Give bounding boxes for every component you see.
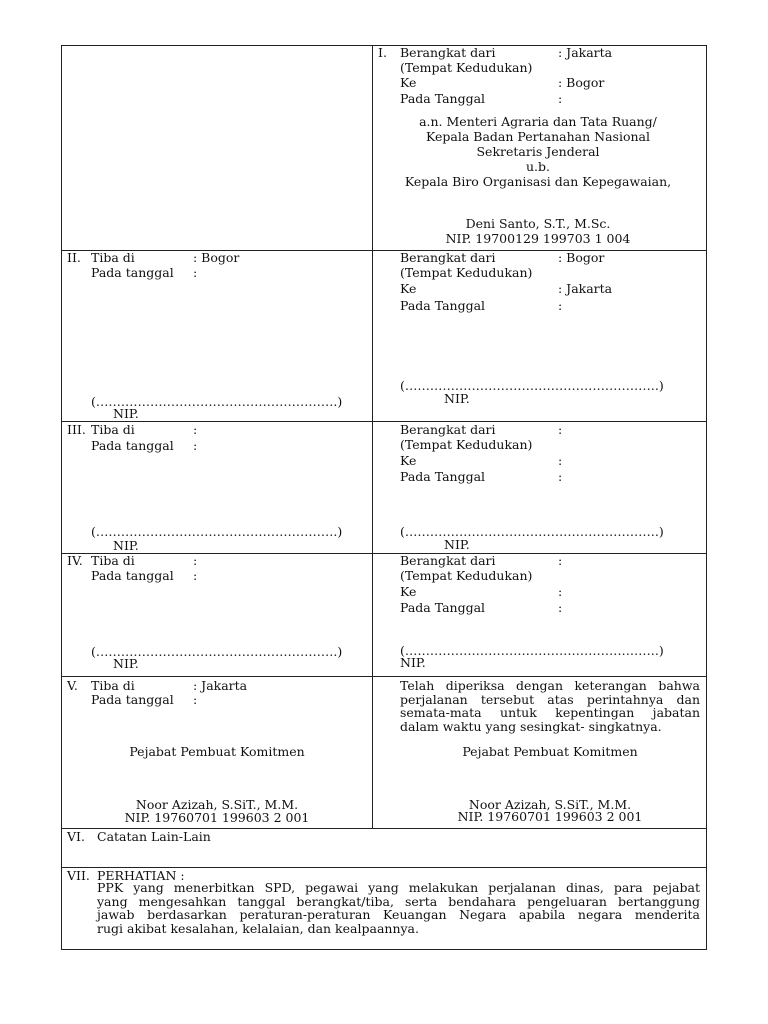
nip-label: NIP. bbox=[444, 537, 470, 552]
tanggal-value: : bbox=[193, 438, 198, 453]
column-divider bbox=[372, 45, 373, 828]
signature-line: (………………………………………………….) bbox=[91, 644, 343, 659]
tempat-label: (Tempat Kedudukan) bbox=[400, 568, 533, 583]
verification-text bbox=[400, 679, 700, 733]
ke-label: Ke bbox=[400, 281, 417, 296]
ppk-name-left: Noor Azizah, S.SiT., M.M. bbox=[135, 797, 299, 812]
attention-line-2: yang mengesahkan tanggal berangkat/tiba, serta bendahara pengeluaran bertanggung bbox=[97, 893, 700, 909]
tanggal-label: Pada Tanggal bbox=[400, 600, 486, 615]
verification-line-1: Telah diperiksa dengan keterangan bahwa bbox=[400, 678, 700, 693]
berangkat-value: : bbox=[558, 422, 563, 437]
row-divider-2 bbox=[61, 421, 707, 422]
tanggal-value: : bbox=[558, 298, 563, 313]
ppk-name-right: Noor Azizah, S.SiT., M.M. bbox=[468, 797, 632, 812]
nip-label: NIP. bbox=[113, 538, 139, 553]
ppk-nip-right: NIP. 19760701 199603 2 001 bbox=[457, 809, 643, 824]
tempat-label: (Tempat Kedudukan) bbox=[400, 437, 533, 452]
row-divider-1 bbox=[61, 250, 707, 251]
verification-line-2: perjalanan tersebut atas perintahnya dan bbox=[400, 691, 700, 707]
ke-value: : Jakarta bbox=[558, 281, 613, 296]
berangkat-label: Berangkat dari bbox=[400, 45, 496, 60]
signer-block bbox=[378, 216, 698, 246]
ppk-title-left: Pejabat Pembuat Komitmen bbox=[129, 744, 305, 759]
signature-line: (…………………………………………………….) bbox=[400, 378, 664, 393]
tanggal-label: Pada tanggal bbox=[91, 568, 174, 583]
signature-line: (…………………………………………………….) bbox=[400, 524, 664, 539]
ke-value: : Bogor bbox=[558, 75, 605, 90]
berangkat-value: : Jakarta bbox=[558, 45, 613, 60]
tanggal-value: : bbox=[558, 469, 563, 484]
ke-value: : bbox=[558, 453, 563, 468]
section-number: VI. bbox=[67, 829, 85, 844]
ppk-nip-left: NIP. 19760701 199603 2 001 bbox=[124, 810, 310, 825]
tanggal-label: Pada Tanggal bbox=[400, 298, 486, 313]
tanggal-value: : bbox=[558, 600, 563, 615]
tanggal-value: : bbox=[193, 568, 198, 583]
nip-label: NIP. bbox=[400, 655, 426, 670]
signature-line: (………………………………………………….) bbox=[91, 524, 343, 539]
row-divider-3 bbox=[61, 553, 707, 554]
tiba-value: : Jakarta bbox=[193, 678, 248, 693]
tanggal-label: Pada Tanggal bbox=[400, 469, 486, 484]
berangkat-label: Berangkat dari bbox=[400, 553, 496, 568]
tiba-value: : bbox=[193, 553, 198, 568]
attention-label: PERHATIAN : bbox=[97, 868, 185, 883]
nip-label: NIP. bbox=[113, 656, 139, 671]
tiba-label: Tiba di bbox=[91, 553, 135, 568]
berangkat-label: Berangkat dari bbox=[400, 250, 496, 265]
authority-line-1: a.n. Menteri Agraria dan Tata Ruang/ bbox=[419, 114, 657, 129]
tiba-value: : Bogor bbox=[193, 250, 240, 265]
nip-label: NIP. bbox=[113, 406, 139, 421]
attention-line-3: jawab berdasarkan peraturan-peraturan Keuangan Negara apabila negara menderita bbox=[97, 907, 700, 922]
verification-line-4: dalam waktu yang sesingkat- singkatnya. bbox=[400, 718, 662, 734]
tiba-label: Tiba di bbox=[91, 678, 135, 693]
tanggal-label: Pada tanggal bbox=[91, 692, 174, 707]
signature-line: (…………………………………………………….) bbox=[400, 643, 664, 658]
signer-nip: NIP. 19700129 199703 1 004 bbox=[445, 231, 631, 246]
tanggal-label: Pada tanggal bbox=[91, 265, 174, 280]
signer-name: Deni Santo, S.T., M.Sc. bbox=[465, 216, 611, 231]
berangkat-value: : bbox=[558, 553, 563, 568]
section-number: VII. bbox=[67, 868, 90, 883]
notes-label: Catatan Lain-Lain bbox=[97, 829, 211, 844]
ppk-title-right: Pejabat Pembuat Komitmen bbox=[462, 744, 638, 759]
ke-label: Ke bbox=[400, 584, 417, 599]
attention-line-4: rugi akibat kesalahan, kelalaian, dan kealpaannya. bbox=[97, 920, 419, 936]
ke-label: Ke bbox=[400, 75, 417, 90]
tanggal-label: Pada Tanggal bbox=[400, 91, 486, 106]
attention-text bbox=[97, 881, 700, 935]
tanggal-value: : bbox=[193, 692, 198, 707]
ke-value: : bbox=[558, 584, 563, 599]
tiba-label: Tiba di bbox=[91, 250, 135, 265]
authority-line-4: u.b. bbox=[526, 159, 550, 174]
tempat-label: (Tempat Kedudukan) bbox=[400, 265, 533, 280]
section-number: III. bbox=[67, 422, 86, 437]
nip-label: NIP. bbox=[444, 391, 470, 406]
authority-line-5: Kepala Biro Organisasi dan Kepegawaian, bbox=[404, 174, 672, 189]
signature-line: (………………………………………………….) bbox=[91, 394, 343, 409]
section-number: IV. bbox=[67, 553, 83, 568]
tanggal-value: : bbox=[558, 91, 563, 106]
ke-label: Ke bbox=[400, 453, 417, 468]
verification-line-3: semata-mata untuk kepentingan jabatan bbox=[400, 705, 700, 720]
section-number: V. bbox=[67, 678, 78, 693]
tiba-value: : bbox=[193, 422, 198, 437]
authority-line-2: Kepala Badan Pertanahan Nasional bbox=[426, 129, 650, 144]
berangkat-label: Berangkat dari bbox=[400, 422, 496, 437]
tanggal-label: Pada tanggal bbox=[91, 438, 174, 453]
row-divider-4 bbox=[61, 676, 707, 677]
section-number: II. bbox=[67, 250, 81, 265]
authority-line-3: Sekretaris Jenderal bbox=[476, 144, 600, 159]
berangkat-value: : Bogor bbox=[558, 250, 605, 265]
section-number: I. bbox=[378, 45, 387, 60]
attention-line-1: PPK yang menerbitkan SPD, pegawai yang melakukan perjalanan dinas, para pejabat bbox=[97, 880, 700, 895]
authority-block bbox=[378, 114, 698, 189]
tempat-label: (Tempat Kedudukan) bbox=[400, 60, 533, 75]
tanggal-value: : bbox=[193, 265, 198, 280]
tiba-label: Tiba di bbox=[91, 422, 135, 437]
